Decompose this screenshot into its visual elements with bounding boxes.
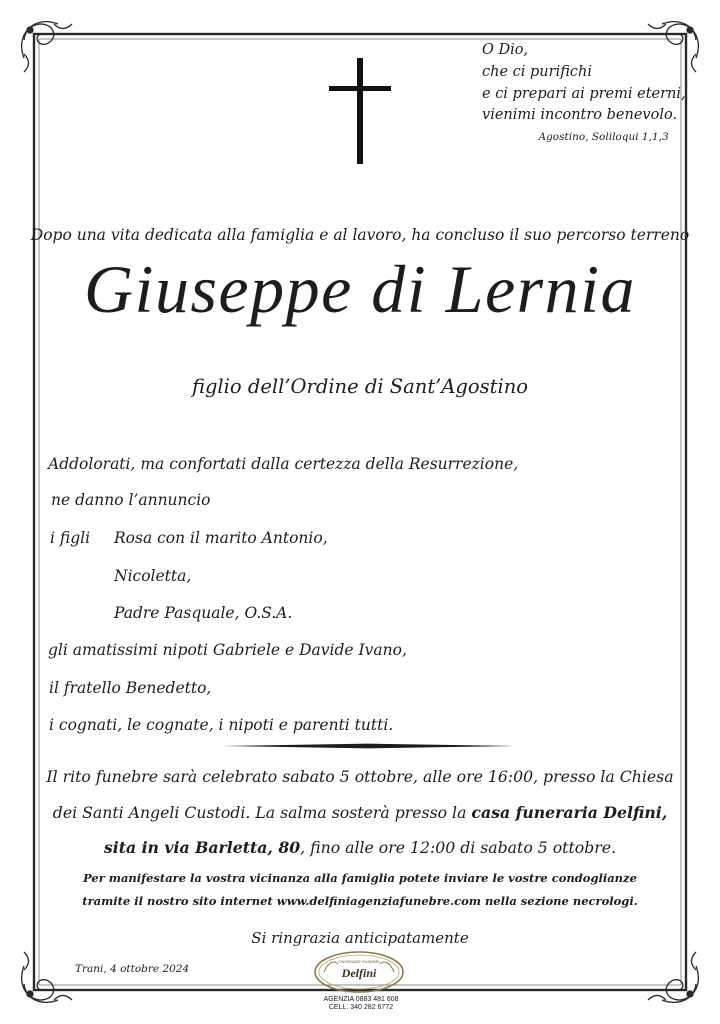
rite-line [0,838,720,857]
prayer-source: Agostino, Soliloqui 1,1,3 [538,131,669,144]
announcement-line: Addolorati, ma confortati dalla certezza della Resurrezione, [48,455,519,473]
prayer-line: O Dio, [482,42,529,58]
agency-logo [310,950,408,998]
rite-line [0,803,720,822]
child-name: Rosa con il marito Antonio, [114,529,328,547]
logo-text: Delfini [341,966,377,980]
intro-text: Dopo una vita dedicata alla famiglia e al lavoro, ha concluso il suo percorso terreno [30,226,690,244]
children-label: i figli [50,529,91,547]
funeral-home-name: casa funeraria Delfini, [471,803,668,822]
child-name: Padre Pasquale, O.S.A. [114,604,293,622]
thanks-line: Si ringrazia anticipatamente [251,929,469,947]
child-name: Nicoletta, [114,567,192,585]
prayer-line: e ci prepari ai premi eterni, [482,85,686,102]
prayer-line: che ci purifichi [482,63,592,80]
cross-icon [329,58,391,164]
agency-phone: AGENZIA 0883 481 608 [323,996,399,1003]
grandchildren-line: gli amatissimi nipoti Gabriele e Davide Ivano, [48,641,407,659]
relatives-line: i cognati, le cognate, i nipoti e parenti tutti. [49,716,394,734]
agency-mobile: CELL. 340 282 6772 [328,1004,394,1011]
condolences-line: tramite il nostro sito internet www.delfiniagenziafunebre.com nella sezione necrologi. [82,894,638,908]
funeral-home-address: sita in via Barletta, 80 [103,838,301,857]
place-date: Trani, 4 ottobre 2024 [75,963,190,975]
order-line: figlio dell’Ordine di Sant’Agostino [191,375,529,398]
prayer-line: vienimi incontro benevolo. [482,107,678,124]
logo-subtext: ONORANZE FUNEBRI [338,959,380,964]
rite-text: dei Santi Angeli Custodi. La salma sosterà presso la [52,803,472,822]
deceased-name: Giuseppe di Lernia [83,251,637,327]
rite-line: Il rito funebre sarà celebrato sabato 5 ottobre, alle ore 16:00, presso la Chiesa [46,767,674,786]
divider-line [222,743,514,749]
brother-line: il fratello Benedetto, [49,679,212,697]
announcement-line: ne danno l’annuncio [51,491,211,509]
rite-text: , fino alle ore 12:00 di sabato 5 ottobre. [300,838,617,857]
prayer-quote [482,40,686,145]
condolences-line: Per manifestare la vostra vicinanza alla famiglia potete inviare le vostre condoglianze [83,871,637,885]
